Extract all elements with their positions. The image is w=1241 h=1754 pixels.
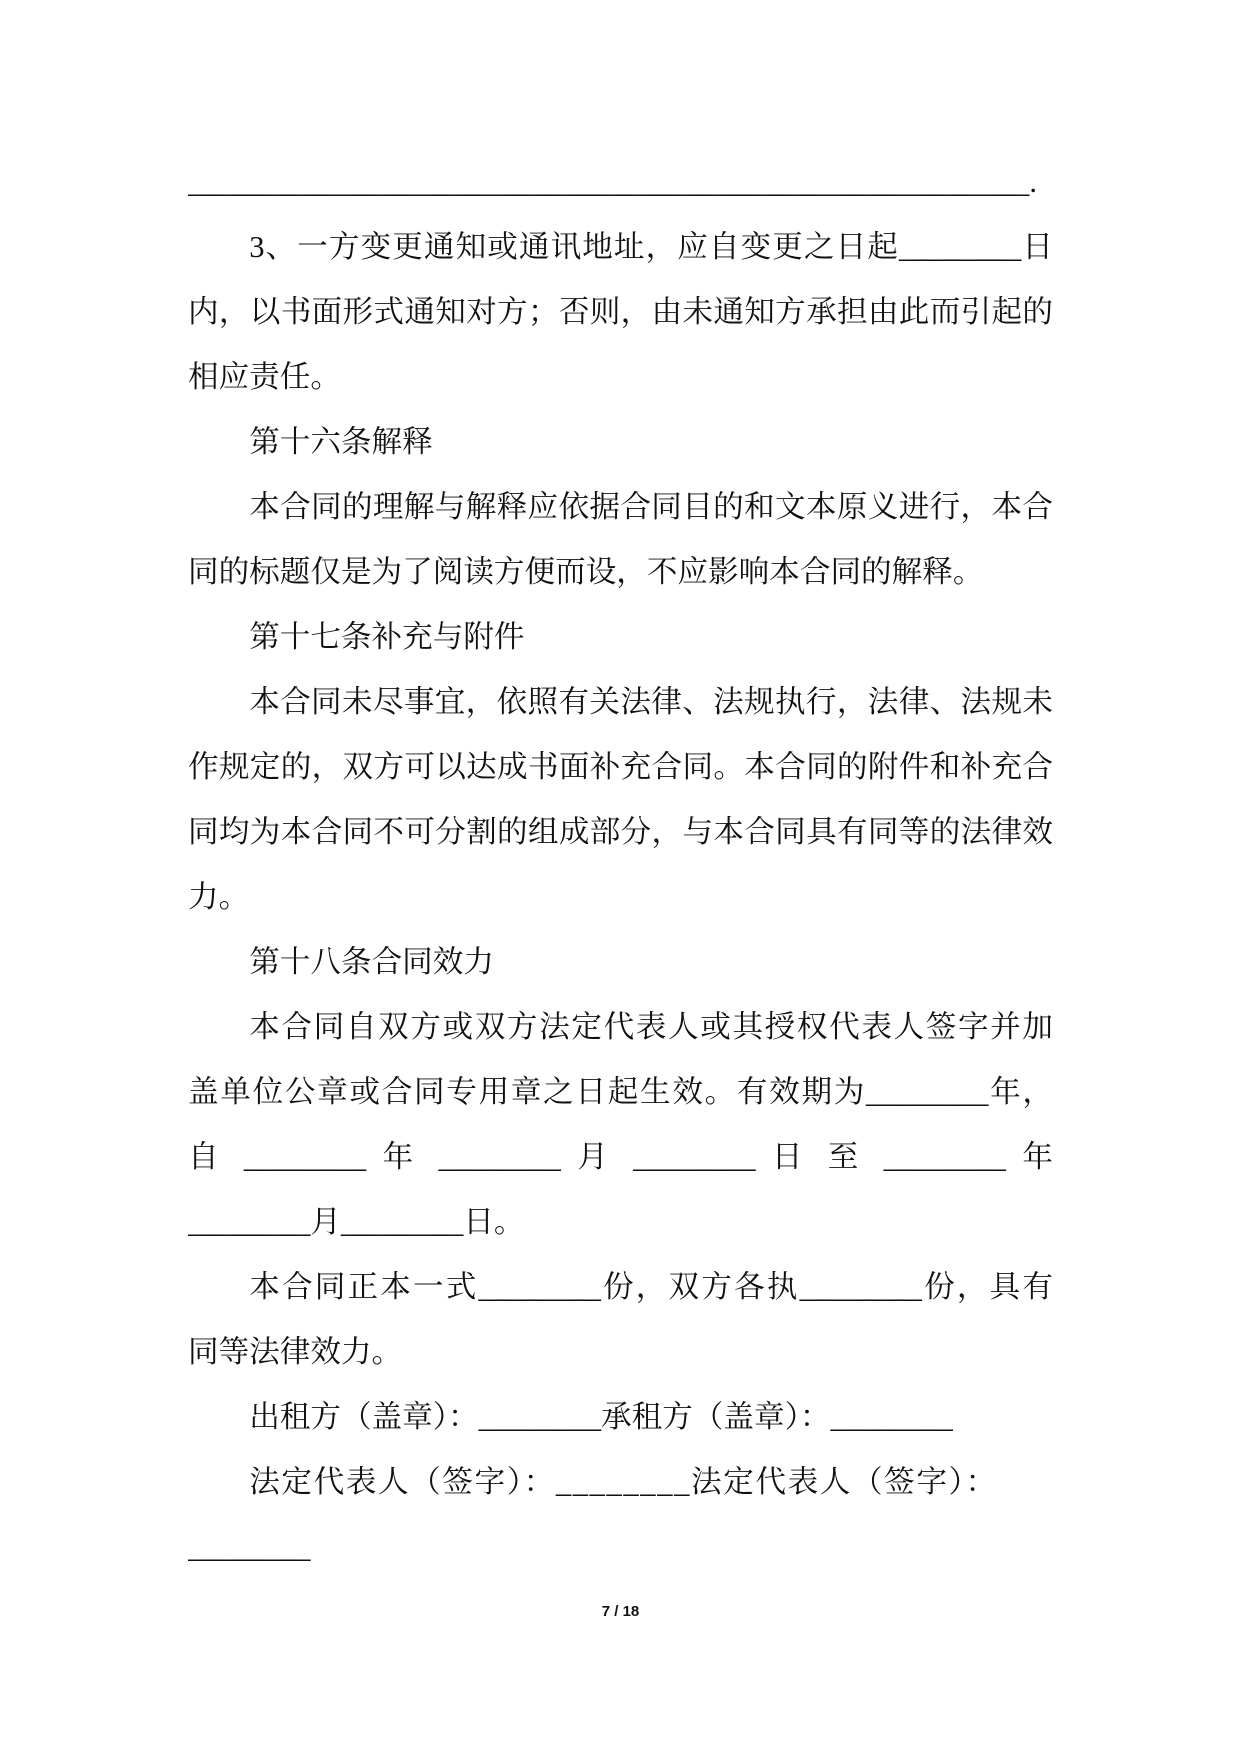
text-line: 同均为本合同不可分割的组成部分，与本合同具有同等的法律效 [188, 815, 1053, 849]
heading-article-18 [188, 930, 1053, 995]
heading-article-16 [188, 410, 1053, 475]
heading-article-17 [188, 605, 1053, 670]
text-line: 本合同正本一式________份，双方各执________份，具有 [249, 1270, 1053, 1304]
signature-fields: 法定代表人（签字）：________法定代表人（签字）： [249, 1465, 998, 1499]
page-number: 7 / 18 [601, 1603, 640, 1620]
counterparts-clause [188, 1255, 1053, 1385]
article-17-supplement-text [188, 670, 1053, 930]
heading-text: 第十六条解释 [249, 425, 433, 459]
text-line: 同等法律效力。 [188, 1335, 403, 1369]
text-line: _______________________________________________________. [188, 165, 1037, 199]
lessor-lessee-seal-line [188, 1385, 1053, 1450]
text-line: 同的标题仅是为了阅读方便而设，不应影响本合同的解释。 [188, 555, 984, 589]
signature-blank: ________ [188, 1530, 311, 1564]
text-line: 3、一方变更通知或通讯地址，应自变更之日起________日 [249, 230, 1053, 264]
text-line: 盖单位公章或合同专用章之日起生效。有效期为________年， [188, 1075, 1053, 1109]
article-18-validity-text [188, 995, 1053, 1255]
continuation-blank-line [188, 150, 1053, 215]
text-line: 作规定的，双方可以达成书面补充合同。本合同的附件和补充合 [188, 750, 1053, 784]
seal-fields: 出租方（盖章）：________承租方（盖章）：________ [249, 1400, 953, 1434]
validity-date-range-line: 自 ________ 年 ________ 月 ________ 日 至 ________ 年 [188, 1140, 1053, 1174]
text-line: 本合同自双方或双方法定代表人或其授权代表人签字并加 [249, 1010, 1053, 1044]
article-16-interpretation-text [188, 475, 1053, 605]
text-line: 本合同的理解与解释应依据合同目的和文本原义进行，本合 [249, 490, 1053, 524]
text-line: 相应责任。 [188, 360, 341, 394]
text-line: 力。 [188, 880, 250, 914]
text-line: ________月________日。 [188, 1205, 525, 1239]
text-line: 本合同未尽事宜，依照有关法律、法规执行，法律、法规未 [249, 685, 1053, 719]
legal-representative-signature-line [188, 1450, 1053, 1580]
page-body [188, 150, 1053, 1580]
heading-text: 第十七条补充与附件 [249, 620, 525, 654]
text-line: 内，以书面形式通知对方；否则，由未通知方承担由此而引起的 [188, 295, 1053, 329]
heading-text: 第十八条合同效力 [249, 945, 494, 979]
clause-3-address-change-notice [188, 215, 1053, 410]
